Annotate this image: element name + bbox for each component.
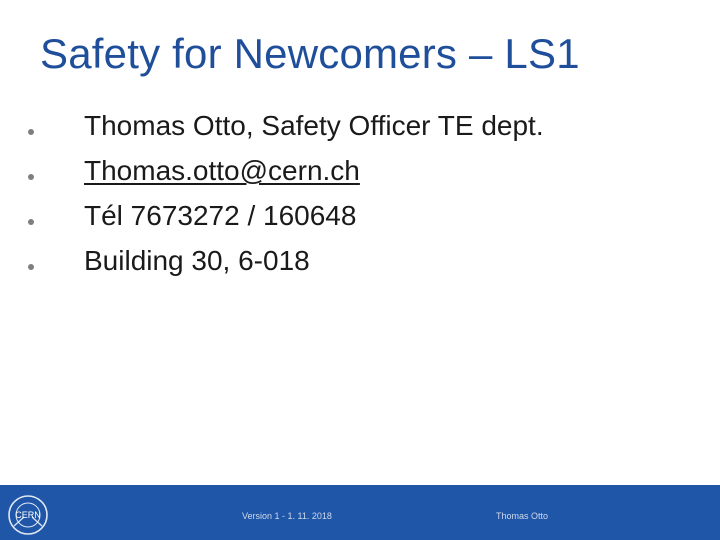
cern-logo-icon <box>6 493 50 537</box>
footer-version: Version 1 - 1. 11. 2018 <box>242 511 332 521</box>
email-link[interactable]: Thomas.otto@cern.ch <box>84 155 360 186</box>
bullet-text: Tél 7673272 / 160648 <box>84 200 357 231</box>
bullet-text: Building 30, 6-018 <box>84 245 310 276</box>
bullet-dot-icon <box>28 219 34 225</box>
bullet-text: Thomas Otto, Safety Officer TE dept. <box>84 110 544 141</box>
bullet-dot-icon <box>28 129 34 135</box>
footer-author: Thomas Otto <box>496 511 549 521</box>
logo-text: CERN <box>15 510 41 520</box>
footer-bar <box>0 485 720 540</box>
bullet-dot-icon <box>28 264 34 270</box>
bullet-dot-icon <box>28 174 34 180</box>
slide-title: Safety for Newcomers – LS1 <box>40 30 580 77</box>
